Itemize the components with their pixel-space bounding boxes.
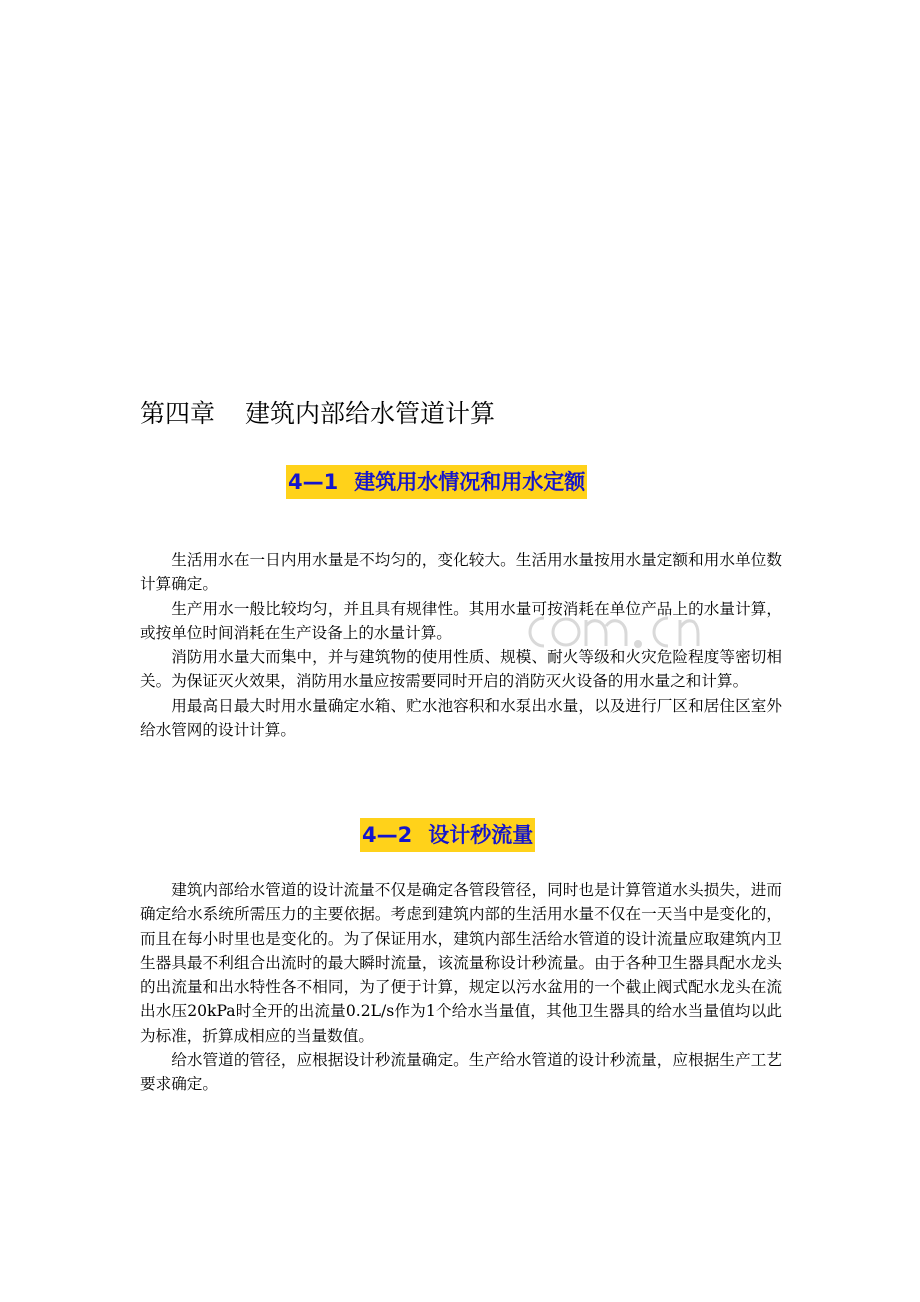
paragraph: 给水管道的管径，应根据设计秒流量确定。生产给水管道的设计秒流量，应根据生产工艺要求确定。 xyxy=(140,1051,782,1094)
paragraph: 建筑内部给水管道的设计流量不仅是确定各管段管径，同时也是计算管道水头损失，进而确定给水系统所需压力的主要依据。考虑到建筑内部的生活用水量不仅在一天当中是变化的，而且在每小时里也是变化的。为了保证用水，建筑内部生活给水管道的设计流量应取建筑内卫生器具最不利组合出流时的最大瞬时流量，该流量称设计秒流量。由于各种卫生器具配水龙头的出流量和出水特性各不相同，为了便于计算，规定以污水盆用的一个截止阀式配水龙头在流出水压20kPa时全开的出流量0.2L/s作为1个给水当量值，其他卫生器具的给水当量值均以此为标准，折算成相应的当量数值。 xyxy=(140,881,782,1045)
section-title: 设计秒流量 xyxy=(428,823,534,847)
paragraph: 生活用水在一日内用水量是不均匀的，变化较大。生活用水量按用水量定额和用水单位数计算确定。 xyxy=(140,551,782,594)
section-body-4-1 xyxy=(140,548,782,742)
chapter-number: 第四章 xyxy=(140,399,216,428)
section-body-4-2 xyxy=(140,878,782,1097)
section-heading-4-1 xyxy=(286,465,587,499)
section-number: 4—1 xyxy=(288,470,339,494)
section-heading-4-2 xyxy=(360,818,535,852)
paragraph: 用最高日最大时用水量确定水箱、贮水池容积和水泵出水量，以及进行厂区和居住区室外给水管网的设计计算。 xyxy=(140,696,782,740)
paragraph: 消防用水量大而集中，并与建筑物的使用性质、规模、耐火等级和火灾危险程度等密切相关。为保证灭火效果，消防用水量应按需要同时开启的消防灭火设备的用水量之和计算。 xyxy=(140,648,782,691)
chapter-title-text: 建筑内部给水管道计算 xyxy=(245,399,496,428)
chapter-title xyxy=(140,394,495,434)
section-title: 建筑用水情况和用水定额 xyxy=(354,470,586,494)
paragraph: 生产用水一般比较均匀，并且具有规律性。其用水量可按消耗在单位产品上的水量计算，或按单位时间消耗在生产设备上的水量计算。 xyxy=(140,599,782,642)
section-number: 4—2 xyxy=(362,823,413,847)
